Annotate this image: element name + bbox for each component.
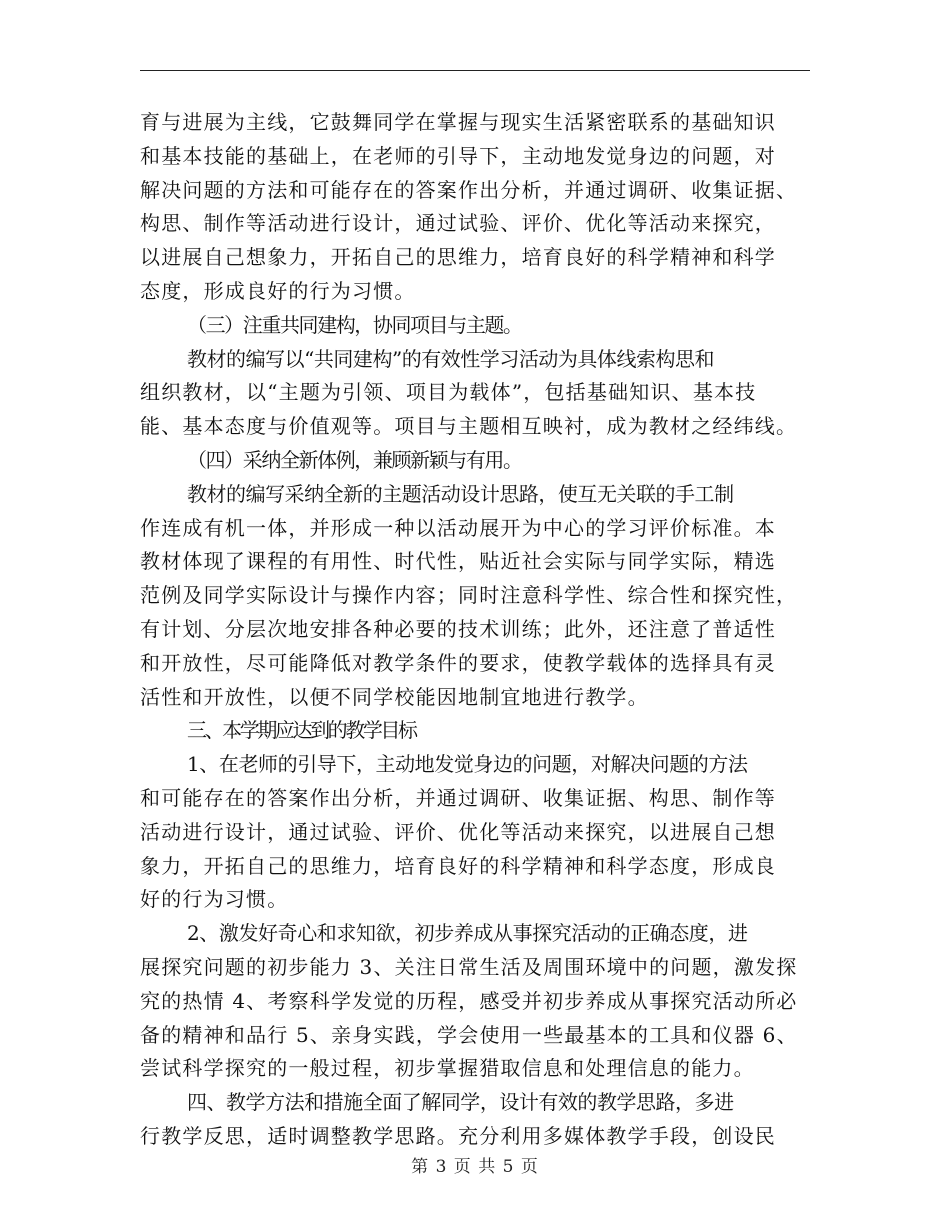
text-line: 教材的编写以“共同建构”的有效性学习活动为具体线索构思和 [187, 346, 715, 371]
text-line: 行教学反思，适时调整教学思路。充分利用多媒体教学手段，创设民 [140, 1123, 776, 1148]
text-line: 究的热情 4、考察科学发觉的历程，感受并初步养成从事探究活动所必 [140, 988, 798, 1013]
text-line: 教材的编写采纳全新的主题活动设计思路，使互无关联的手工制 [187, 481, 734, 506]
text-line: 教材体现了课程的有用性、时代性，贴近社会实际与同学实际，精选 [140, 549, 776, 574]
text-line: 活动进行设计，通过试验、评价、优化等活动来探究，以进展自己想 [140, 819, 776, 844]
text-line: 活性和开放性，以便不同学校能因地制宜地进行教学。 [140, 684, 649, 709]
text-line: 和可能存在的答案作出分析，并通过调研、收集证据、构思、制作等 [140, 785, 776, 810]
text-line: 育与进展为主线，它鼓舞同学在掌握与现实生活紧密联系的基础知识 [140, 110, 776, 134]
text-line: 作连成有机一体，并形成一种以活动展开为中心的学习评价标准。本 [140, 515, 776, 540]
text-line: 三、本学期应达到的教学目标 [187, 718, 416, 743]
text-line: 1、在老师的引导下，主动地发觉身边的问题，对解决问题的方法 [187, 752, 748, 777]
text-line: 有计划、分层次地安排各种必要的技术训练；此外，还注意了普适性 [140, 616, 776, 641]
header-rule [140, 70, 810, 71]
text-line: （四）采纳全新体例，兼顾新颖与有用。 [187, 447, 522, 472]
text-line: 范例及同学实际设计与操作内容；同时注意科学性、综合性和探究性， [140, 583, 798, 608]
text-line: 展探究问题的初步能力 3、关注日常生活及周围环境中的问题，激发探 [140, 954, 798, 979]
text-line: 态度，形成良好的行为习惯。 [140, 278, 416, 303]
text-line: （三）注重共同建构，协同项目与主题。 [187, 312, 522, 337]
text-line: 和开放性，尽可能降低对教学条件的要求，使教学载体的选择具有灵 [140, 650, 776, 675]
text-line: 象力，开拓自己的思维力，培育良好的科学精神和科学态度，形成良 [140, 853, 776, 878]
document-body [140, 106, 812, 1154]
page-number: 第 3 页 共 5 页 [411, 1157, 539, 1177]
text-line: 解决问题的方法和可能存在的答案作出分析，并通过调研、收集证据、 [140, 177, 798, 202]
text-line: 和基本技能的基础上，在老师的引导下，主动地发觉身边的问题，对 [140, 143, 776, 168]
text-line: 以进展自己想象力，开拓自己的思维力，培育良好的科学精神和科学 [140, 245, 776, 270]
text-line: 好的行为习惯。 [140, 887, 289, 912]
text-line: 尝试科学探究的一般过程，初步掌握猎取信息和处理信息的能力。 [140, 1056, 755, 1081]
text-line: 2、激发好奇心和求知欲，初步养成从事探究活动的正确态度，进 [187, 921, 748, 946]
text-line: 备的精神和品行 5、亲身实践，学会使用一些最基本的工具和仪器 6、 [140, 1022, 798, 1047]
text-line: 组织教材，以“主题为引领、项目为载体”，包括基础知识、基本技 [140, 380, 757, 405]
text-line: 四、教学方法和措施全面了解同学，设计有效的教学思路，多进 [187, 1090, 734, 1115]
text-line: 构思、制作等活动进行设计，通过试验、评价、优化等活动来探究， [140, 211, 776, 236]
text-line: 能、基本态度与价值观等。项目与主题相互映衬，成为教材之经纬线。 [140, 414, 798, 439]
